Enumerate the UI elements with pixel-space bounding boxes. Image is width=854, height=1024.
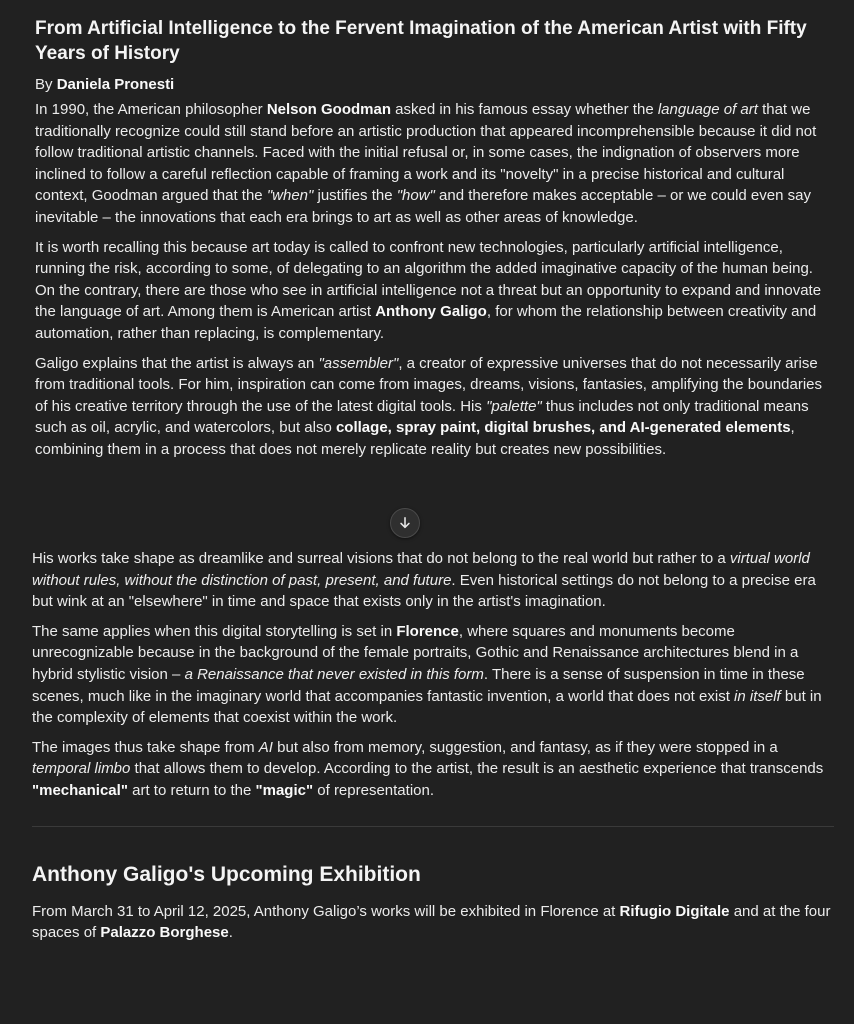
arrow-down-icon xyxy=(398,516,412,530)
article-body-section xyxy=(32,548,834,952)
italic-text: a Renaissance that never existed in this form xyxy=(184,665,484,683)
italic-text: "palette" xyxy=(486,397,542,415)
text: The same applies when this digital storytelling is set in xyxy=(32,622,397,640)
text: The images thus take shape from xyxy=(32,738,259,756)
text: , a creator of expressive universes that do not necessarily arise from traditional tools. For him, inspiration can come from images, dreams, visions, fantasies, amplifying the boundaries of his creative territory through the use of the latest digital tools. His xyxy=(35,354,823,415)
bold-text: "magic" xyxy=(255,781,314,799)
scroll-to-bottom-button[interactable] xyxy=(390,508,420,538)
text: His works take shape as dreamlike and surreal visions that do not belong to the real world but rather to a xyxy=(32,550,730,567)
paragraph-goodman xyxy=(35,99,835,229)
paragraph-ai-art xyxy=(35,237,835,345)
bold-text: "mechanical" xyxy=(32,781,128,799)
text: From March 31 to April 12, 2025, Anthony Galigo’s works will be exhibited in Florence at xyxy=(32,902,620,920)
venue-name: Rifugio Digitale xyxy=(619,902,730,920)
venue-name: Palazzo Borghese xyxy=(100,924,229,942)
paragraph-magic xyxy=(32,737,834,802)
text: of representation. xyxy=(313,781,435,799)
text: It is worth recalling this because art today is called to confront new technologies, particularly artificial intelligence, running the risk, according to some, of delegating to an algorithm the added imaginative capacity of the human being. On the contrary, there are those who see in artificial intelligence not a threat but an opportunity to expand and innovate the language of art. Among them is American artist xyxy=(35,238,822,321)
text: that allows them to develop. According to the artist, the result is an aesthetic experience that transcends xyxy=(130,760,824,778)
text: , for whom the relationship between creativity and automation, rather than replacing, is complementary. xyxy=(35,303,817,342)
article-title: From Artificial Intelligence to the Fervent Imagination of the American Artist with Fifty Years of History xyxy=(35,18,807,64)
author-name: Daniela Pronesti xyxy=(56,76,175,93)
paragraph-dreamlike xyxy=(32,548,834,613)
text: and therefore makes acceptable – or we could even say inevitable – the innovations that each era brings to art as well as other areas of knowledge. xyxy=(35,187,811,226)
text: In 1990, the American philosopher xyxy=(35,101,267,118)
exhibition-heading: Anthony Galigo's Upcoming Exhibition xyxy=(32,862,421,886)
italic-text: language of art xyxy=(657,101,758,118)
paragraph-assembler xyxy=(35,353,835,461)
text: and at the four spaces of xyxy=(32,902,831,942)
text: thus includes not only traditional means such as oil, acrylic, and watercolors, but also xyxy=(35,397,809,437)
text: but in the complexity of elements that coexist within the work. xyxy=(32,687,822,727)
paragraph-florence xyxy=(32,621,834,729)
text: , where squares and monuments become unrecognizable because in the background of the female portraits, Gothic and Renaissance architectures blend in a hybrid stylistic vision – xyxy=(32,622,799,683)
text: asked in his famous essay whether the xyxy=(391,101,658,118)
text: that we traditionally recognize could still stand before an artistic production that appeared incomprehensible because it did not follow traditional artistic channels. Faced with the initial refusal or, in some cases, the indignation of observers more inclined to follow a careful reflection capable of framing a work and its "novelty" in a precise historical and cultural context, Goodman argued that the xyxy=(35,101,817,205)
text: . Even historical settings do not belong to a precise era but wink at an "elsewhere" in time and space that exists only in the artist's imagination. xyxy=(32,571,816,611)
bold-name: Nelson Goodman xyxy=(266,101,392,118)
section-divider xyxy=(32,826,834,827)
italic-text: "assembler" xyxy=(318,354,399,372)
paragraph-exhibition xyxy=(32,901,834,944)
italic-text: temporal limbo xyxy=(32,760,131,778)
text: but also from memory, suggestion, and fantasy, as if they were stopped in a xyxy=(272,738,778,756)
italic-text: in itself xyxy=(734,687,781,705)
italic-text: AI xyxy=(258,738,273,756)
text: Galigo explains that the artist is always an xyxy=(35,354,319,372)
text: art to return to the xyxy=(127,781,256,799)
byline-prefix: By xyxy=(35,76,57,93)
italic-text: "how" xyxy=(396,187,435,205)
bold-text: Florence xyxy=(396,622,459,640)
article-header-section xyxy=(35,16,835,469)
text: . There is a sense of suspension in time in these scenes, much like in the imaginary world that accompanies fantastic invention, a world that does not exist xyxy=(32,665,805,705)
text: , combining them in a process that does not merely replicate reality but creates new possibilities. xyxy=(35,419,795,458)
byline xyxy=(35,74,835,95)
italic-text: virtual world without rules, without the distinction of past, present, and future xyxy=(32,550,810,589)
bold-text: collage, spray paint, digital brushes, and AI-generated elements xyxy=(335,419,791,437)
italic-text: "when" xyxy=(266,187,314,205)
bold-name: Anthony Galigo xyxy=(375,303,487,321)
text: justifies the xyxy=(313,187,397,205)
text: . xyxy=(228,924,233,942)
